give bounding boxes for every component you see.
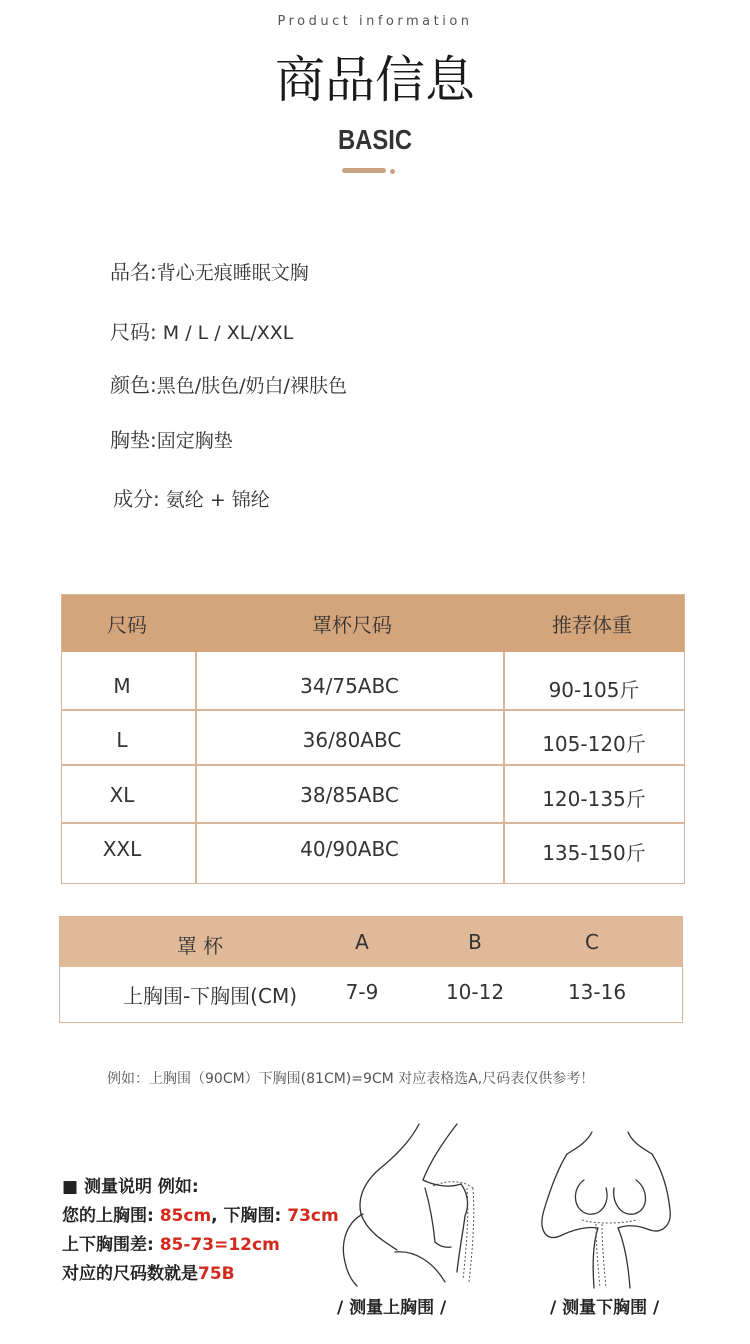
- info-row-pad: [110, 424, 233, 453]
- measure-text: 对应的尺码数就是: [62, 1264, 198, 1284]
- measure-line-1: [62, 1201, 339, 1226]
- divider: [62, 709, 684, 711]
- size-header-cup: 罩杯尺码: [312, 613, 392, 637]
- measure-line-3: [62, 1259, 235, 1284]
- info-key: 颜色:: [110, 373, 157, 397]
- info-value: M / L / XL/XXL: [156, 322, 294, 344]
- cup-row-a: 7-9: [345, 980, 379, 1004]
- cup-row-c: 13-16: [567, 980, 627, 1004]
- measure-text: 您的上胸围:: [62, 1206, 160, 1226]
- info-row-color: [110, 369, 347, 398]
- cup-header-b: B: [468, 930, 482, 954]
- table-cell: 135-150斤: [542, 841, 646, 865]
- decorative-bar: [342, 168, 386, 173]
- info-key: 尺码:: [110, 320, 157, 344]
- measure-text: 上下胸围差:: [62, 1235, 160, 1255]
- measure-highlight: 75B: [198, 1264, 235, 1284]
- table-cell: 120-135斤: [542, 787, 646, 811]
- upper-bust-illustration: [335, 1122, 485, 1287]
- measure-text: , 下胸围:: [211, 1206, 288, 1226]
- cup-header-c: C: [585, 930, 599, 954]
- table-cell: 36/80ABC: [302, 728, 402, 752]
- info-value: 背心无痕睡眠文胸: [156, 262, 309, 284]
- info-row-name: [110, 256, 309, 285]
- cup-header-label: 罩 杯: [176, 934, 224, 958]
- cup-header-a: A: [355, 930, 369, 954]
- cup-row-label: 上胸围-下胸围(CM): [122, 984, 298, 1008]
- under-bust-caption: / 测量下胸围 /: [550, 1298, 660, 1318]
- table-cell: XL: [109, 783, 135, 807]
- measure-line-2: [62, 1230, 280, 1255]
- info-value: 氨纶 + 锦纶: [159, 489, 270, 511]
- example-note: 例如：上胸围（90CM）下胸围(81CM)=9CM 对应表格选A,尺码表仅供参考！: [107, 1071, 595, 1087]
- cup-row-b: 10-12: [445, 980, 505, 1004]
- table-cell: 34/75ABC: [300, 674, 399, 698]
- size-header-weight: 推荐体重: [552, 613, 632, 637]
- table-cell: 38/85ABC: [300, 783, 399, 807]
- measure-title: ■ 测量说明 例如:: [62, 1177, 199, 1197]
- decorative-dot: [390, 169, 395, 174]
- info-value: 黑色/肤色/奶白/裸肤色: [156, 375, 347, 397]
- upper-bust-caption: / 测量上胸围 /: [337, 1298, 447, 1318]
- under-bust-illustration: [532, 1130, 682, 1290]
- measure-highlight: 85-73=12cm: [159, 1235, 280, 1255]
- divider: [62, 822, 684, 824]
- subtitle-en: Product information: [277, 14, 473, 29]
- divider: [62, 764, 684, 766]
- page-title: 商品信息: [275, 51, 475, 109]
- size-table: [61, 594, 685, 884]
- info-row-material: [113, 483, 270, 512]
- table-cell: XXL: [102, 837, 142, 861]
- size-header-size: 尺码: [107, 613, 147, 637]
- table-cell: M: [113, 674, 131, 698]
- measure-highlight: 73cm: [287, 1206, 339, 1226]
- info-value: 固定胸垫: [156, 430, 233, 452]
- table-cell: L: [116, 728, 128, 752]
- table-cell: 105-120斤: [542, 732, 646, 756]
- info-row-size: [110, 316, 293, 345]
- cup-table: [59, 916, 683, 1023]
- section-label-basic: BASIC: [337, 124, 413, 155]
- info-key: 品名:: [110, 260, 157, 284]
- info-key: 胸垫:: [110, 428, 157, 452]
- table-cell: 90-105斤: [548, 678, 640, 702]
- info-key: 成分:: [113, 487, 160, 511]
- measure-highlight: 85cm: [159, 1206, 212, 1226]
- table-cell: 40/90ABC: [300, 837, 399, 861]
